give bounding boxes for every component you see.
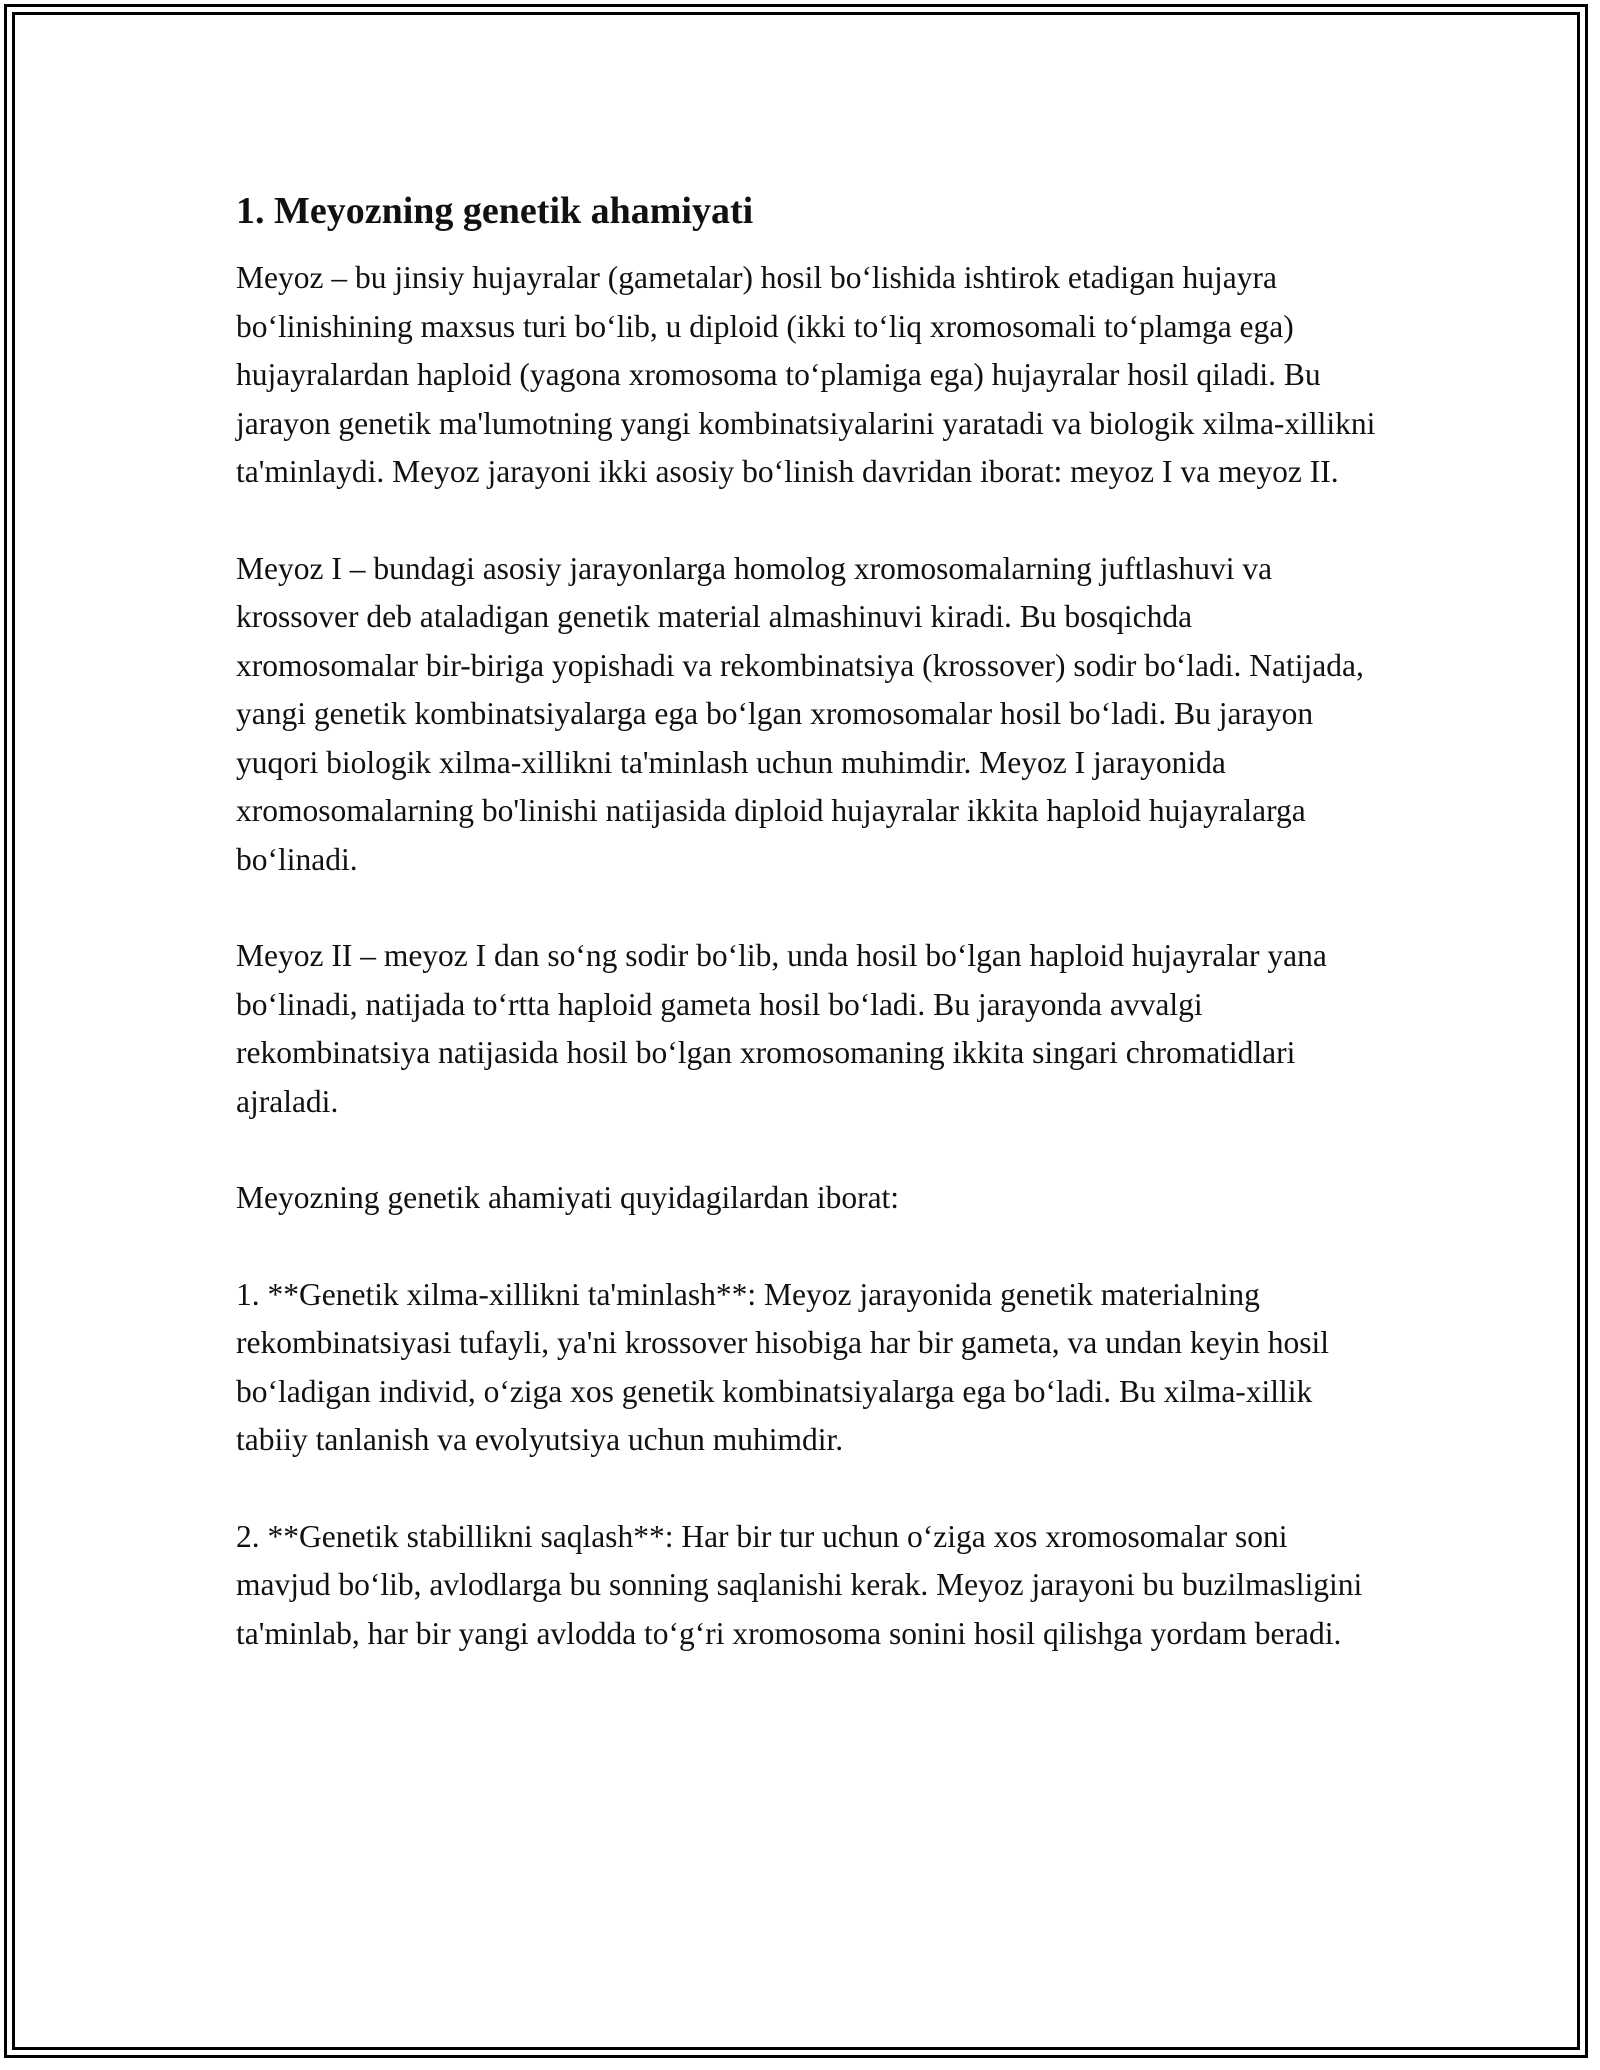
list-item-genetic-diversity: 1. **Genetik xilma-xillikni ta'minlash**: Meyoz jarayonida genetik materialning rekombinatsiyasi tufayli, ya'ni krossover hisobiga har bir gameta, va undan keyin hosil bo‘ladigan individ, o‘ziga xos genetik kombinatsiyalarga ega bo‘ladi. Bu xilma-xillik tabiiy tanlanish va evolyutsiya uchun muhimdir. (236, 1276, 1330, 1457)
paragraph-significance-intro: Meyozning genetik ahamiyati quyidagilardan iborat: (236, 1180, 900, 1215)
paragraph-meyoz-definition: Meyoz – bu jinsiy hujayralar (gametalar) hosil bo‘lishida ishtirok etadigan hujayra bo‘linishining maxsus turi bo‘lib, u diploid (ikki to‘liq xromosomali to‘plamga ega) hujayralardan haploid (yagona xromosoma to‘plamiga ega) hujayralar hosil qiladi. Bu jarayon genetik ma'lumotning yangi kombinatsiyalarini yaratadi va biologik xilma-xillikni ta'minlaydi. Meyoz jarayoni ikki asosiy bo‘linish davridan iborat: meyoz I va meyoz II. (236, 260, 1376, 489)
paragraph-meyoz-2: Meyoz II – meyoz I dan so‘ng sodir bo‘lib, unda hosil bo‘lgan haploid hujayralar yana bo‘linadi, natijada to‘rtta haploid gameta hosil bo‘ladi. Bu jarayonda avvalgi rekombinatsiya natijasida hosil bo‘lgan xromosomaning ikkita singari chromatidlari ajraladi. (236, 938, 1327, 1119)
document-body (236, 188, 1376, 1706)
document-title: 1. Meyozning genetik ahamiyati (236, 190, 754, 232)
paragraph-meyoz-1: Meyoz I – bundagi asosiy jarayonlarga homolog xromosomalarning juftlashuvi va krossover deb ataladigan genetik material almashinuvi kiradi. Bu bosqichda xromosomalar bir-biriga yopishadi va rekombinatsiya (krossover) sodir bo‘ladi. Natijada, yangi genetik kombinatsiyalarga ega bo‘lgan xromosomalar hosil bo‘ladi. Bu jarayon yuqori biologik xilma-xillikni ta'minlash uchun muhimdir. Meyoz I jarayonida xromosomalarning bo'linishi natijasida diploid hujayralar ikkita haploid hujayralarga bo‘linadi. (236, 550, 1364, 877)
list-item-genetic-stability: 2. **Genetik stabillikni saqlash**: Har bir tur uchun o‘ziga xos xromosomalar soni mavjud bo‘lib, avlodlarga bu sonning saqlanishi kerak. Meyoz jarayoni bu buzilmasligini ta'minlab, har bir yangi avlodda to‘g‘ri xromosoma sonini hosil qilishga yordam beradi. (236, 1518, 1363, 1651)
